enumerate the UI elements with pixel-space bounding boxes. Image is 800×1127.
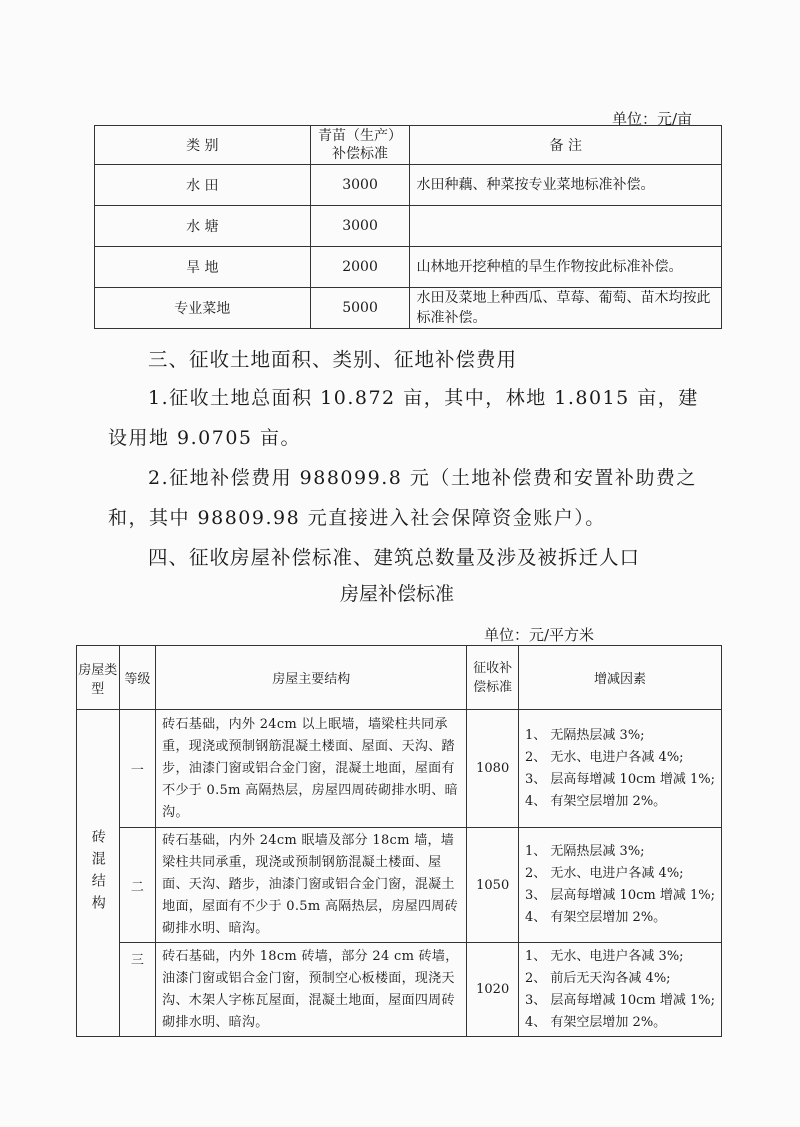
structure-cell: 砖石基础，内外 24cm 以上眠墙，墙梁柱共同承重，现浇或预制钢筋混凝土楼面、屋面、天沟、踏步，油漆门窗或铝合金门窗，混凝土地面，屋面有不少于 0.5m 高隔热层，房屋四周砖砌排水明、暗沟。 (156, 710, 467, 828)
factors-cell (519, 943, 722, 1037)
factor-item: 3、 层高每增减 10cm 增减 1%; (525, 992, 715, 1008)
table-row (77, 710, 722, 828)
table-header-row (95, 126, 722, 165)
grade-cell: 二 (119, 828, 156, 943)
row-note: 水田及菜地上种西瓜、草莓、葡萄、苗木均按此标准补偿。 (410, 288, 722, 329)
table-header-row (77, 646, 722, 710)
factor-item: 2、 无水、电进户各减 4%; (525, 749, 684, 765)
header-main-structure: 房屋主要结构 (156, 646, 467, 710)
header-standard-line2: 补偿标准 (332, 146, 389, 162)
row-note: 水田种藕、种菜按专业菜地标准补偿。 (410, 165, 722, 206)
house-type-cell (77, 710, 120, 1037)
factor-item: 3、 层高每增减 10cm 增减 1%; (525, 888, 715, 903)
row-category: 水 塘 (95, 206, 311, 247)
table-row (77, 828, 722, 943)
factors-cell (519, 710, 722, 828)
header-note: 备 注 (410, 126, 722, 165)
section-four-heading: 四、征收房屋补偿标准、建筑总数量及涉及被拆迁人口 (148, 546, 641, 569)
structure-cell: 砖石基础，内外 18cm 砖墙，部分 24 cm 砖墙，油漆门窗或铝合金门窗，预制空心板楼面，现浇天沟、木架人字栋瓦屋面，混凝土地面，屋面四周砖砌排水明、暗沟。 (156, 943, 467, 1037)
table-row (95, 165, 722, 206)
row-note (410, 206, 722, 247)
row-standard: 3000 (310, 206, 410, 247)
row-standard: 5000 (310, 288, 410, 329)
house-table-title: 房屋补偿标准 (340, 583, 455, 605)
standard-cell: 1020 (467, 943, 519, 1037)
house-type-label: 砖混结构 (89, 829, 106, 917)
house-table-unit: 单位：元/平方米 (484, 626, 595, 644)
row-category: 专业菜地 (95, 288, 311, 329)
header-standard-line1: 青苗（生产） (318, 128, 403, 144)
factor-item: 2、 无水、电进户各减 4%; (525, 866, 684, 881)
row-category: 水 田 (95, 165, 311, 206)
land-compensation-table (94, 125, 722, 329)
table-row (77, 943, 722, 1037)
land-area-paragraph: 1.征收土地总面积 10.872 亩，其中，林地 1.8015 亩，建设用地 9.0705 亩。 (108, 387, 699, 449)
header-category: 类 别 (95, 126, 311, 165)
table-row (95, 206, 722, 247)
grade-cell: 一 (119, 710, 156, 828)
land-table-unit: 单位：元/亩 (612, 110, 693, 128)
header-standard (310, 126, 410, 165)
section-three-heading: 三、征收土地面积、类别、征地补偿费用 (148, 348, 518, 371)
house-compensation-table (76, 645, 722, 1037)
factor-item: 1、 无隔热层减 3%; (525, 727, 645, 743)
factor-item: 1、 无隔热层减 3%; (525, 844, 645, 859)
grade-cell: 三 (119, 943, 156, 1037)
header-adjustment-factors: 增减因素 (519, 646, 722, 710)
header-compensation-standard: 征收补偿标准 (467, 646, 519, 710)
header-house-type: 房屋类型 (77, 646, 120, 710)
land-compensation-paragraph: 2.征地补偿费用 988099.8 元（土地补偿费和安置补助费之和，其中 98809.98 元直接进入社会保障资金账户）。 (108, 467, 697, 529)
row-category: 旱 地 (95, 247, 311, 288)
table-row (95, 288, 722, 329)
factor-item: 4、 有架空层增加 2%。 (525, 793, 667, 809)
header-grade: 等级 (119, 646, 156, 710)
row-note: 山林地开挖种植的旱生作物按此标准补偿。 (410, 247, 722, 288)
row-standard: 3000 (310, 165, 410, 206)
factor-item: 2、 前后无天沟各减 4%; (525, 970, 671, 986)
factor-item: 1、 无水、电进户各减 3%; (525, 948, 684, 964)
factors-cell (519, 828, 722, 943)
factor-item: 4、 有架空层增加 2%。 (525, 910, 667, 925)
factor-item: 4、 有架空层增加 2%。 (525, 1014, 667, 1030)
factor-item: 3、 层高每增减 10cm 增减 1%; (525, 771, 715, 787)
row-standard: 2000 (310, 247, 410, 288)
standard-cell: 1080 (467, 710, 519, 828)
standard-cell: 1050 (467, 828, 519, 943)
structure-cell: 砖石基础，内外 24cm 眠墙及部分 18cm 墙，墙梁柱共同承重，现浇或预制钢筋混凝土楼面、屋面、天沟、踏步，油漆门窗或铝合金门窗，混凝土地面，屋面有不少于 0.5m 高隔热层，房屋四周砖砌排水明、暗沟。 (156, 828, 467, 943)
table-row (95, 247, 722, 288)
